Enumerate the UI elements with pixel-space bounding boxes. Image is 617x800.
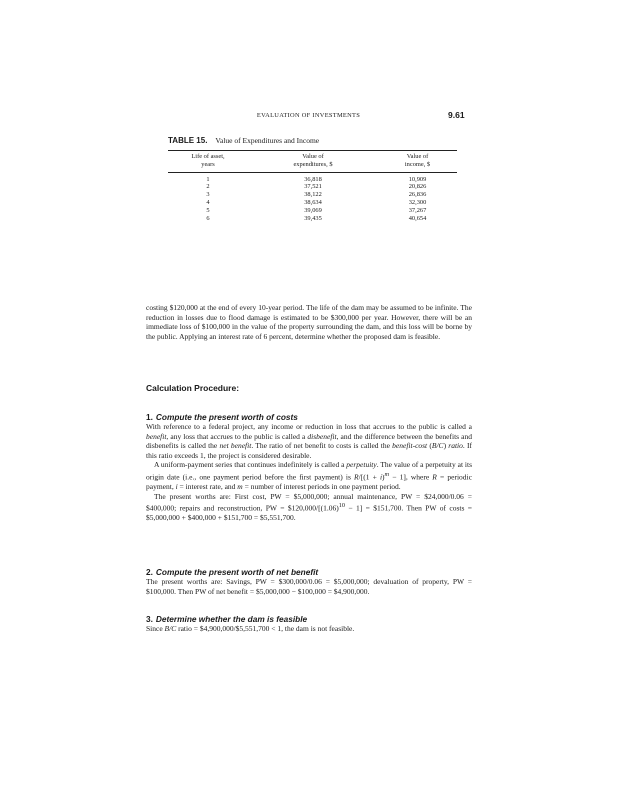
step-3-paragraph-1: Since B/C ratio = $4,900,000/$5,551,700 < 1, the dam is not feasible. (146, 624, 355, 633)
column-header-income: Value of income, $ (404, 153, 431, 168)
table-row: 4 38,634 32,300 (206, 198, 427, 206)
running-header: EVALUATION OF INVESTMENTS (256, 112, 361, 119)
procedure-heading: Calculation Procedure: (146, 383, 240, 393)
table-row: 2 37,521 20,826 (206, 183, 427, 191)
table-row: 1 36,818 10,909 (206, 175, 427, 183)
step-3 (146, 614, 472, 634)
step-1-title: 1. Compute the present worth of costs (146, 412, 298, 422)
table-row: 6 39,435 40,654 (206, 214, 427, 222)
table-row: 5 39,069 37,267 (206, 206, 427, 214)
table-label: TABLE 15. (168, 136, 208, 145)
step-2-title: 2. Compute the present worth of net benefit (146, 567, 319, 577)
table-title: Value of Expenditures and Income (215, 136, 320, 145)
step-1-paragraph-2: A uniform-payment series that continues indefinitely is called a perpetuity. The value of a perpetuity at its origin date (i.e., one payment period before the first payment) is $R/[(1 + i)^m - 1]$, where R = periodic payment, i = interest rate, and m = number of interest periods in one payment period. (146, 460, 473, 492)
page-number: 9.61 (448, 110, 465, 120)
step-3-title: 3. Determine whether the dam is feasible (146, 614, 308, 624)
column-header-expenditures: Value of expenditures, $ (293, 153, 333, 168)
table-row: 3 38,122 26,836 (206, 191, 427, 199)
step-1-paragraph-1: With reference to a federal project, any income or reduction in loss that accrues to the public is called a benefit, any loss that accrues to the public is called a disbenefit, and the difference between the benefits and disbenefits is called the net benefit. The ratio of net benefit to costs is called the benefit-cost (B/C) ratio. If this ratio exceeds 1, the project is considered desirable. (146, 422, 472, 460)
value-table (168, 150, 457, 222)
step-2-paragraph-1: The present worths are: Savings, PW = $300,000/0.06 = $5,000,000; devaluation of property, PW = $100,000. Then PW of net benefit = $5,000,000 − $100,000 = $4,900,000. (146, 577, 472, 596)
step-2 (146, 567, 472, 596)
table-header-row (168, 151, 457, 173)
step-1-paragraph-3: The present worths are: First cost, PW = $5,000,000; annual maintenance, PW = $24,000/0.06 = $400,000; repairs and reconstruction, PW = $\$120,000/[(1.06)^{10} - 1]$ = $151,700. Then PW of costs = $5,000,000 + $400,000 + $151,700 = $5,551,700. (146, 491, 472, 523)
intro-paragraph: costing $120,000 at the end of every 10-year period. The life of the dam may be assumed to be infinite. The reduction in losses due to flood damage is estimated to be $300,000 per year. However, there will be an immediate loss of $100,000 in the value of the property surrounding the dam, and this loss will be borne by the public. Applying an interest rate of 6 percent, determine whether the proposed dam is feasible. (146, 303, 472, 341)
column-header-life: Life of asset, years (191, 153, 225, 168)
table-caption (168, 136, 319, 145)
step-1 (146, 412, 472, 523)
